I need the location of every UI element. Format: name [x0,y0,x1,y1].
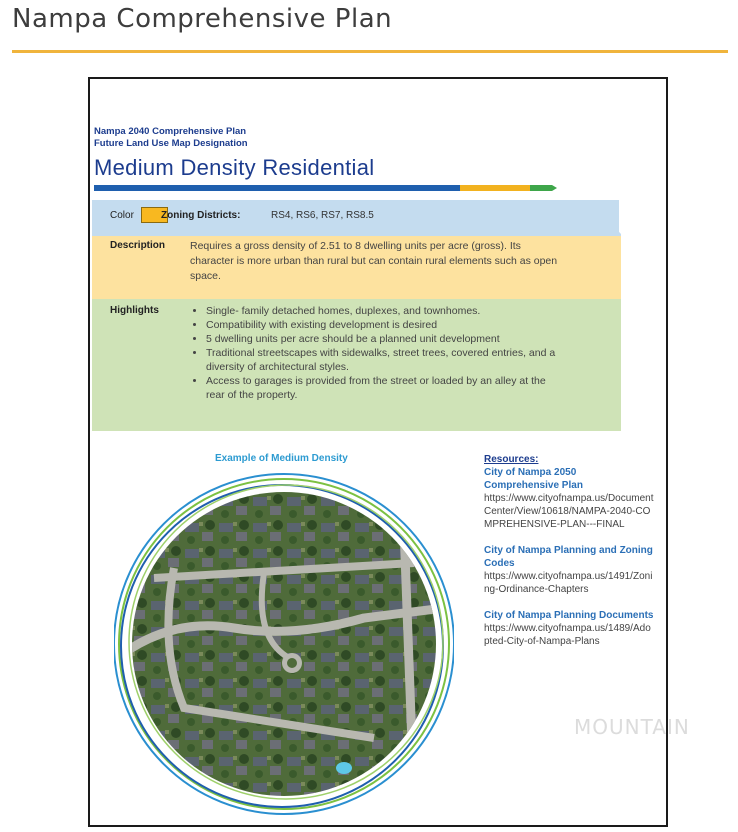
resource-link[interactable]: https://www.cityofnampa.us/1491/Zoning-Ordinance-Chapters [484,571,653,595]
highlights-list [190,304,566,402]
resource-item [484,466,654,531]
description-text: Requires a gross density of 2.51 to 8 dwelling units per acre (gross). Its character is more urban than rural but can contain rural elements such as open space. [190,240,558,282]
kicker-line-1: Nampa 2040 Comprehensive Plan [94,126,247,137]
heading-color-bar [94,183,564,193]
example-caption: Example of Medium Density [215,453,348,464]
resource-item [484,544,654,596]
resources-panel [484,453,654,661]
color-label: Color [110,210,134,221]
designation-heading: Medium Density Residential [94,155,375,180]
neighborhood-aerial-photo [114,468,454,818]
resource-link[interactable]: https://www.cityofnampa.us/DocumentCenter/View/10618/NAMPA-2040-COMPREHENSIVE-PLAN---FINAL [484,493,654,530]
list-item: • Single- family detached homes, duplexes, and townhomes. [206,304,566,318]
resource-link[interactable]: https://www.cityofnampa.us/1489/Adopted-City-of-Nampa-Plans [484,623,651,647]
slide-title: Nampa Comprehensive Plan [12,4,393,34]
list-item: • Access to garages is provided from the street or loaded by an alley at the rear of the property. [206,374,566,402]
kicker-line-2: Future Land Use Map Designation [94,138,248,149]
document-kicker [94,126,248,150]
zoning-value: RS4, RS6, RS7, RS8.5 [271,210,374,221]
resource-name: City of Nampa Planning and Zoning Codes [484,545,653,569]
watermark-text: MOUNTAIN [574,715,690,739]
highlights-label: Highlights [110,305,159,316]
list-item: • Traditional streetscapes with sidewalks, street trees, covered entries, and a diversity of architectural styles. [206,346,566,374]
resource-name: City of Nampa Planning Documents [484,610,654,621]
title-rule [12,50,728,53]
description-label: Description [110,240,166,251]
resource-item [484,609,654,648]
list-item: • 5 dwelling units per acre should be a planned unit development [206,332,566,346]
list-item: • Compatibility with existing development is desired [206,318,566,332]
zoning-label: Zoning Districts: [161,210,241,221]
resources-heading: Resources: [484,454,539,465]
resource-name: City of Nampa 2050 Comprehensive Plan [484,467,583,491]
